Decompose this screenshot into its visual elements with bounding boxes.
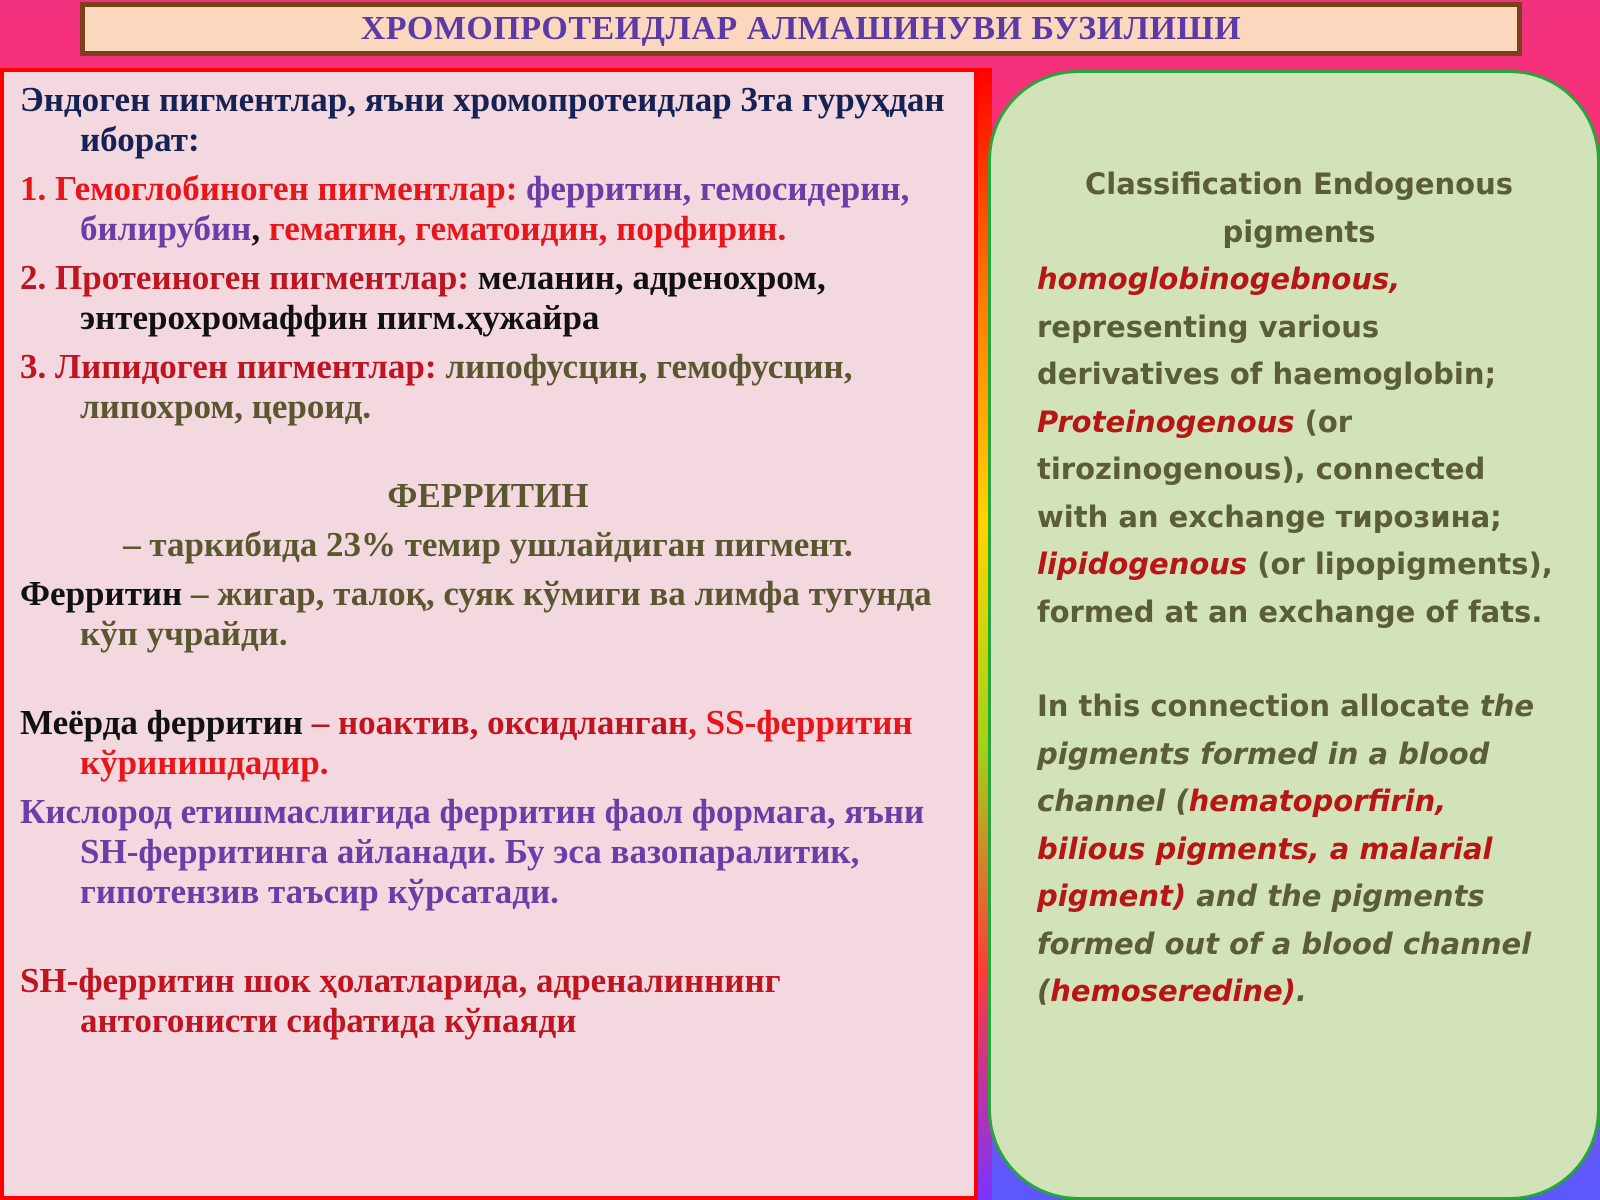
p2-text1: In this connection allocate bbox=[1037, 689, 1480, 723]
p1-red2: Proteinogenous bbox=[1037, 404, 1295, 439]
english-text-panel bbox=[988, 70, 1600, 1200]
intro-paragraph: Эндоген пигментлар, яъни хромопротеидлар 3та гуруҳдан иборат: bbox=[20, 80, 945, 159]
list-item-proteinogenic bbox=[20, 258, 956, 338]
normal-red2: , SS-ферритин кўринишдадир. bbox=[80, 703, 913, 782]
p1-red1: homoglobinogebnous, bbox=[1037, 262, 1401, 296]
item1-comma: , bbox=[251, 209, 269, 248]
normal-dash: – bbox=[311, 703, 338, 742]
ferritin-loc-text: – жигар, талоқ, суяк кўмиги ва лимфа тугунда кўп учрайди. bbox=[80, 574, 932, 653]
list-item-hemoglobinogenic bbox=[20, 169, 956, 249]
item2-text: меланин, адренохром, энтерохромаффин пигм.ҳужайра bbox=[80, 258, 826, 337]
p1-red3: lipidogenous bbox=[1037, 547, 1248, 581]
p2-red1: hematoporfirin, bilious pigments, a malarial pigment) bbox=[1037, 784, 1493, 913]
item3-text: липофусцин, гемофусцин, липохром, цероид. bbox=[80, 347, 853, 426]
ferritin-location-paragraph bbox=[20, 574, 956, 654]
connection-paragraph bbox=[1037, 683, 1561, 1016]
ferritin-definition: – таркибида 23% темир ушлайдиган пигмент. bbox=[123, 525, 853, 564]
oxygen-paragraph: Кислород етишмаслигида ферритин фаол формага, яъни SH-ферритинга айланади. Бу эса вазопаралитик, гипотензив таъсир кўрсатади. bbox=[20, 792, 925, 911]
p1-text1: representing various derivatives of haemoglobin; bbox=[1037, 309, 1497, 391]
list-item-lipidogenic bbox=[20, 347, 956, 427]
slide-title: ХРОМОПРОТЕИДЛАР АЛМАШИНУВИ БУЗИЛИШИ bbox=[80, 2, 1522, 56]
p2-it2: and the pigments formed out of a blood channel ( bbox=[1037, 879, 1532, 1008]
item2-label: 2. Протеиноген пигментлар: bbox=[20, 258, 478, 297]
normal-ferritin-paragraph bbox=[20, 703, 956, 783]
normal-bold: Меёрда ферритин bbox=[20, 703, 312, 742]
p1-text3: (or lipopigments), formed at an exchange of fats. bbox=[1037, 547, 1553, 629]
ferritin-loc-bold: Ферритин bbox=[20, 574, 191, 613]
shock-paragraph: SH-ферритин шок ҳолатларида, адреналиннинг антогонисти сифатида кўпаяди bbox=[20, 961, 781, 1040]
item1-purple-text: ферритин, гемосидерин, билирубин bbox=[80, 169, 910, 248]
uzbek-text-panel bbox=[0, 68, 978, 1200]
p2-end: . bbox=[1295, 974, 1307, 1008]
item1-label: 1. Гемоглобиноген пигментлар: bbox=[20, 169, 527, 208]
ferritin-heading: ФЕРРИТИН bbox=[387, 476, 589, 515]
p2-it1: the pigments formed in a blood channel ( bbox=[1037, 689, 1535, 818]
classification-paragraph bbox=[1037, 256, 1561, 636]
p1-text2: (or tirozinogenous), connected with an exchange тирозина; bbox=[1037, 404, 1502, 534]
item3-label: 3. Липидоген пигментлар: bbox=[20, 347, 446, 386]
normal-red1: ноактив, оксидланган bbox=[337, 703, 689, 742]
item1-red-text: гематин, гематоидин, порфирин. bbox=[268, 209, 787, 248]
classification-heading: Classification Endogenous pigments bbox=[1084, 167, 1514, 249]
p2-red2: hemoseredine) bbox=[1050, 974, 1296, 1008]
